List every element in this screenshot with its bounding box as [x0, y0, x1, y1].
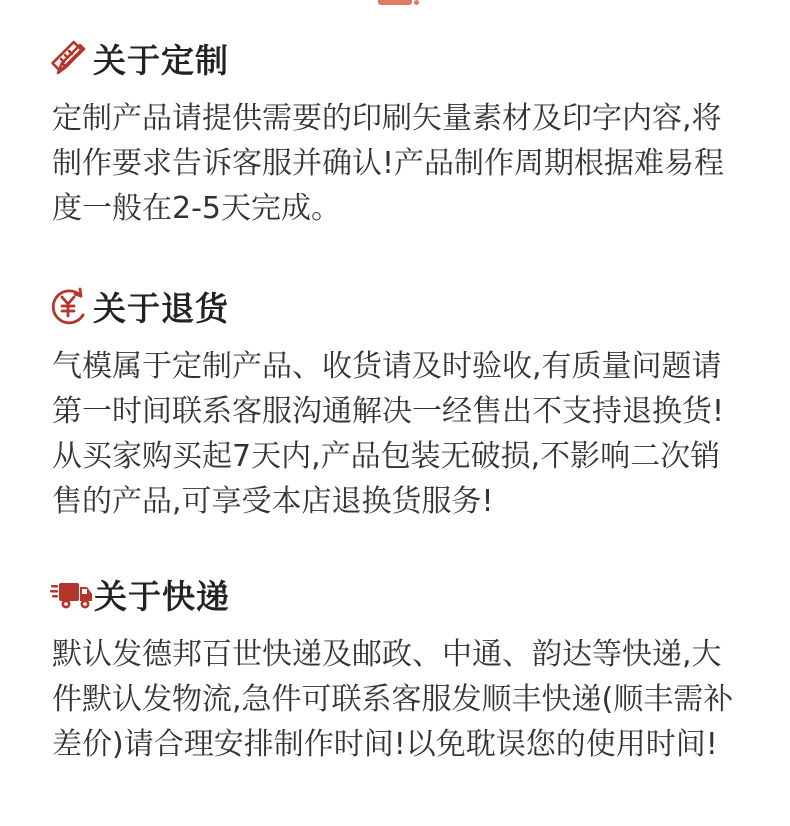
- section-heading: [48, 572, 748, 616]
- body-line: 从买家购买起7天内,产品包装无破损,不影响二次销: [52, 439, 721, 474]
- section-returns: [48, 284, 748, 524]
- body-line: 气模属于定制产品、收货请及时验收,有质量问题请: [52, 349, 722, 384]
- section-shipping: [48, 572, 748, 767]
- section-customization: [48, 36, 748, 231]
- body-line: 件默认发物流,急件可联系客服发顺丰快递(顺丰需补: [52, 682, 734, 717]
- section-title: 关于退货: [93, 288, 229, 328]
- section-heading: [48, 36, 748, 80]
- delivery-truck-icon: [48, 573, 94, 615]
- section-body: [48, 344, 748, 524]
- body-line: 第一时间联系客服沟通解决一经售出不支持退换货!: [52, 394, 725, 429]
- top-tab-dot: [414, 0, 419, 5]
- pencil-ruler-icon: [48, 37, 90, 79]
- section-title: 关于定制: [93, 40, 229, 80]
- section-body: [48, 632, 748, 767]
- body-line: 默认发德邦百世快递及邮政、中通、韵达等快递,大: [52, 637, 722, 672]
- body-line: 售的产品,可享受本店退换货服务!: [52, 484, 494, 519]
- body-line: 差价)请合理安排制作时间!以免耽误您的使用时间!: [52, 727, 718, 762]
- yen-refund-icon: [48, 285, 90, 327]
- section-body: [48, 96, 748, 231]
- body-line: 度一般在2-5天完成。: [52, 191, 341, 226]
- body-line: 定制产品请提供需要的印刷矢量素材及印字内容,将: [52, 101, 722, 136]
- section-heading: [48, 284, 748, 328]
- top-tab-indicator: [378, 0, 412, 5]
- body-line: 制作要求告诉客服并确认!产品制作周期根据难易程: [52, 146, 725, 181]
- section-title: 关于快递: [94, 576, 230, 616]
